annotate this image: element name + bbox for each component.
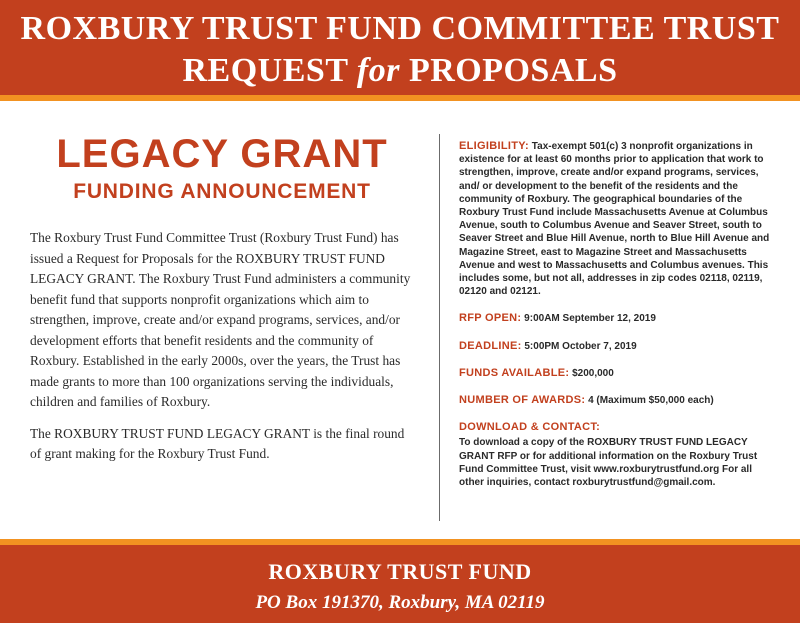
rfp-open-label: RFP OPEN: [459,312,522,325]
deadline-label: DEADLINE: [459,339,522,352]
download-contact-label: DOWNLOAD & CONTACT: [459,421,601,434]
download-contact-block [459,421,775,489]
deadline-value: 5:00PM October 7, 2019 [521,340,637,352]
left-column [28,130,416,476]
rfp-open-value: 9:00AM September 12, 2019 [521,313,656,325]
eligibility-label: ELIGIBILITY: [459,140,530,152]
footer-banner [0,539,800,623]
announcement-body [30,228,416,465]
funds-available-value: $200,000 [569,367,614,379]
announcement-paragraph-2: The ROXBURY TRUST FUND LEGACY GRANT is the final round of grant making for the Roxbury Trust Fund. [30,425,405,461]
eligibility-block [459,140,775,298]
funds-available-block [459,367,775,380]
funding-announcement-subheading: FUNDING ANNOUNCEMENT [73,180,371,203]
legacy-grant-heading: LEGACY GRANT [56,132,388,176]
announcement-paragraph-1: The Roxbury Trust Fund Committee Trust (Roxbury Trust Fund) has issued a Request for Proposals for the ROXBURY TRUST FUND LEGACY GRANT. The Roxbury Trust Fund administers a community benefit fund that supports nonprofit organizations which aim to strengthen, improve, create and/or expand programs, services, and/or development efforts that benefit residents and the community of Roxbury. Established in the early 2000s, over the years, the Trust has made grants to more than 100 organizations serving the individuals, children and families of Roxbury. [30,230,411,409]
footer-org-name: ROXBURY TRUST FUND [268,559,532,584]
right-column [459,140,775,503]
banner-proposals-text: PROPOSALS [399,52,618,89]
column-divider [439,134,440,521]
number-of-awards-value: 4 (Maximum $50,000 each) [585,395,714,407]
header-banner [0,0,800,101]
download-contact-text: To download a copy of the ROXBURY TRUST FUND LEGACY GRANT RFP or for additional information on the Roxbury Trust Fund Committee Trust, visit www.roxburytrustfund.org For all other inquiries, contact roxburytrustfund@gmail.com. [459,437,758,489]
banner-title-line2 [0,52,800,90]
number-of-awards-block [459,394,775,407]
banner-for-text: for [356,52,400,89]
banner-request-text: REQUEST [182,52,357,89]
number-of-awards-label: NUMBER OF AWARDS: [459,394,586,407]
banner-title-line1: ROXBURY TRUST FUND COMMITTEE TRUST [20,10,780,47]
funds-available-label: FUNDS AVAILABLE: [459,366,570,379]
eligibility-text: Tax-exempt 501(c) 3 nonprofit organizations in existence for at least 60 months prior to application that work to strengthen, improve, create and/or expand programs, services, and/ or development to the benefit of the residents and the community of Roxbury. The geographical boundaries of the Roxbury Trust Fund include Massachusetts Avenue at Columbus Avenue, south to Columbus Avenue and Seaver Street, south to Seaver Street and Blue Hill Avenue, north to Blue Hill Avenue and Magazine Street, east to Magazine Street and Massachusetts Avenue and west to Massachusetts and Columbus avenues. This includes some, but not all, addresses in zip codes 02118, 02119, 02120 and 02121. [459,141,770,298]
deadline-block [459,340,775,353]
rfp-open-block [459,312,775,325]
footer-address: PO Box 191370, Roxbury, MA 02119 [255,592,545,613]
